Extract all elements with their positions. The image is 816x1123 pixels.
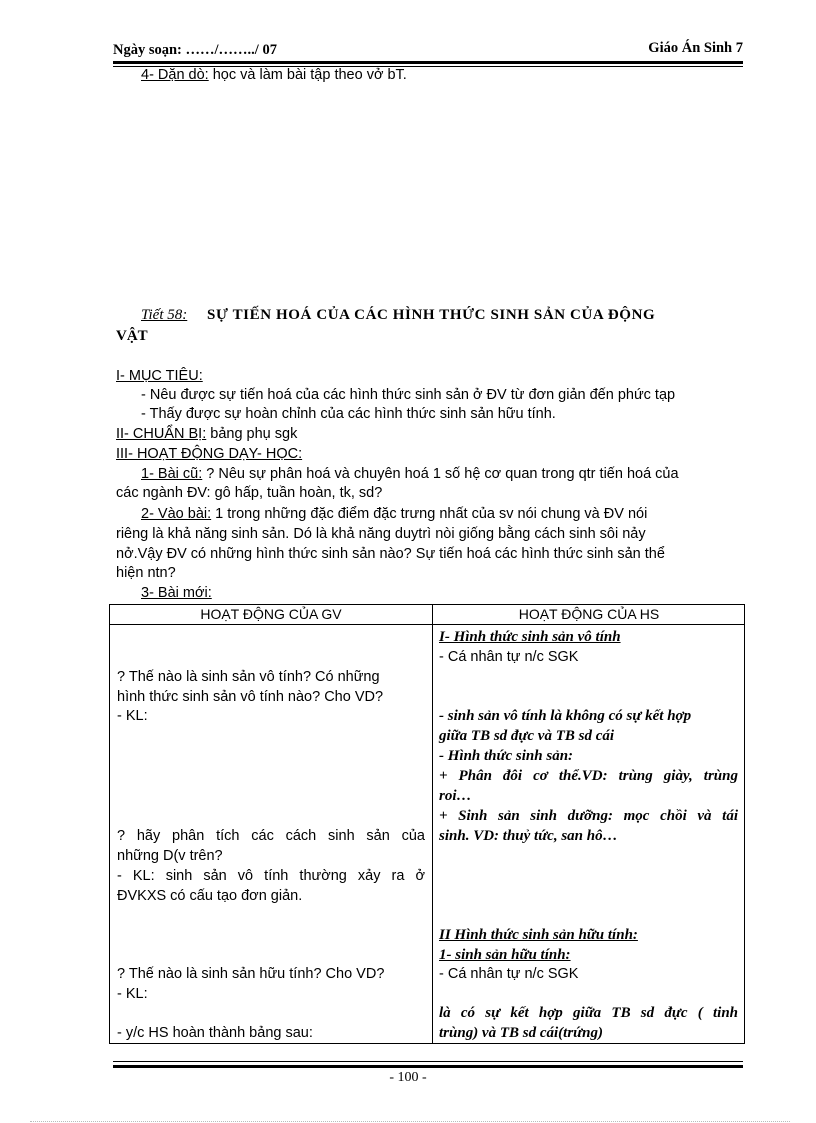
page-edge: [30, 1121, 790, 1122]
gv-conclusion-2a: - KL: sinh sản vô tính thường xảy ra ở: [117, 868, 425, 884]
lesson-label: Tiết 58:: [141, 307, 188, 323]
hs-definition-1b: giữa TB sd đực và TB sd cái: [439, 728, 615, 744]
header-hs: HOẠT ĐỘNG CỦA HS: [518, 606, 660, 622]
hs-heading-asexual: I- Hình thức sinh sản vô tính: [439, 629, 621, 645]
new-lesson-label: 3- Bài mới:: [141, 585, 212, 601]
gv-question-2a: ? hãy phân tích các cách sinh sản của: [117, 828, 425, 844]
page-number: - 100 -: [389, 1070, 427, 1085]
header-rule-thick: [113, 61, 743, 64]
prep-date: Ngày soạn: ……/……../ 07: [113, 42, 277, 58]
hs-read-2: - Cá nhân tự n/c SGK: [439, 966, 579, 982]
hs-read-1: - Cá nhân tự n/c SGK: [439, 649, 579, 665]
gv-question-2b: những D(v trên?: [117, 848, 223, 864]
footer-rule-thin: [113, 1061, 743, 1062]
lesson-title-line2: VẬT: [116, 328, 148, 344]
document-title: Giáo Án Sinh 7: [648, 40, 743, 56]
objectives-heading: I- MỤC TIÊU:: [116, 368, 203, 384]
hs-binary-fission-b: roi…: [439, 788, 472, 804]
hs-subheading-sexual: 1- sinh sản hữu tính:: [439, 947, 571, 963]
gv-question-3: ? Thế nào là sinh sản hữu tính? Cho VD?: [117, 966, 385, 982]
old-lesson-line1: [141, 465, 679, 484]
gv-conclusion-2b: ĐVKXS có cấu tạo đơn giản.: [117, 888, 303, 904]
table-header-divider: [110, 624, 744, 625]
preparation-text: bảng phụ sgk: [206, 426, 298, 442]
objective-item-2: - Thấy được sự hoàn chỉnh của các hình thức sinh sản hữu tính.: [141, 406, 556, 422]
intro-line3: nở.Vậy ĐV có những hình thức sinh sản nào? Sự tiến hoá các hình thức sinh sản thể: [116, 546, 665, 562]
intro-text1: 1 trong những đặc điểm đặc trưng nhất của sv nói chung và ĐV nói: [211, 506, 648, 522]
intro-label: 2- Vào bài:: [141, 506, 212, 522]
homework-line: [141, 66, 407, 85]
preparation-heading: II- CHUẨN BỊ:: [116, 426, 207, 442]
hs-vegetative-b: sinh. VD: thuỷ tức, san hô…: [439, 828, 618, 844]
hs-definition-2b: trùng) và TB sd cái(trứng): [439, 1025, 603, 1041]
intro-line4: hiện ntn?: [116, 565, 176, 581]
gv-conclusion-1: - KL:: [117, 708, 148, 724]
hs-forms: - Hình thức sinh sản:: [439, 748, 574, 764]
lesson-title-line1: [141, 305, 739, 325]
hs-binary-fission-a: + Phân đôi cơ thể.VD: trùng giày, trùng: [439, 768, 738, 784]
objective-item-1: - Nêu được sự tiến hoá của các hình thức sinh sản ở ĐV từ đơn giản đến phức tạp: [141, 387, 676, 403]
table-column-divider: [432, 605, 433, 1043]
hs-definition-2a: là có sự kết hợp giữa TB sd đực ( tinh: [439, 1005, 738, 1021]
hs-heading-sexual: II Hình thức sinh sản hữu tính:: [439, 927, 638, 943]
old-lesson-text1: ? Nêu sự phân hoá và chuyên hoá 1 số hệ cơ quan trong qtr tiến hoá của: [202, 466, 679, 482]
old-lesson-line2: các ngành ĐV: gô hấp, tuần hoàn, tk, sd?: [116, 485, 383, 501]
page-header: [113, 40, 743, 62]
homework-text: học và làm bài tập theo vở bT.: [208, 67, 407, 83]
activities-heading: III- HOẠT ĐỘNG DẠY- HỌC:: [116, 446, 303, 462]
gv-request: - y/c HS hoàn thành bảng sau:: [117, 1025, 313, 1041]
homework-label: 4- Dặn dò:: [141, 67, 209, 83]
gv-question-1a: ? Thế nào là sinh sản vô tính? Có những: [117, 669, 380, 685]
intro-line2: riêng là khả năng sinh sản. Dó là khả năng duytrì nòi giống bằng cách sinh sôi nảy: [116, 526, 646, 542]
footer-rule-thick: [113, 1065, 743, 1068]
preparation-line: [116, 425, 297, 444]
header-gv: HOẠT ĐỘNG CỦA GV: [200, 606, 342, 622]
gv-question-1b: hình thức sinh sản vô tính nào? Cho VD?: [117, 689, 384, 705]
gv-conclusion-3: - KL:: [117, 986, 148, 1002]
hs-vegetative-a: + Sinh sản sinh dưỡng: mọc chồi và tái: [439, 808, 738, 824]
intro-line1: [141, 505, 647, 524]
hs-definition-1a: - sinh sản vô tính là không có sự kết hợp: [439, 708, 692, 724]
lesson-title: SỰ TIẾN HOÁ CỦA CÁC HÌNH THỨC SINH SẢN CỦA ĐỘNG: [207, 307, 656, 323]
activity-table: [109, 604, 745, 1044]
old-lesson-label: 1- Bài cũ:: [141, 466, 203, 482]
